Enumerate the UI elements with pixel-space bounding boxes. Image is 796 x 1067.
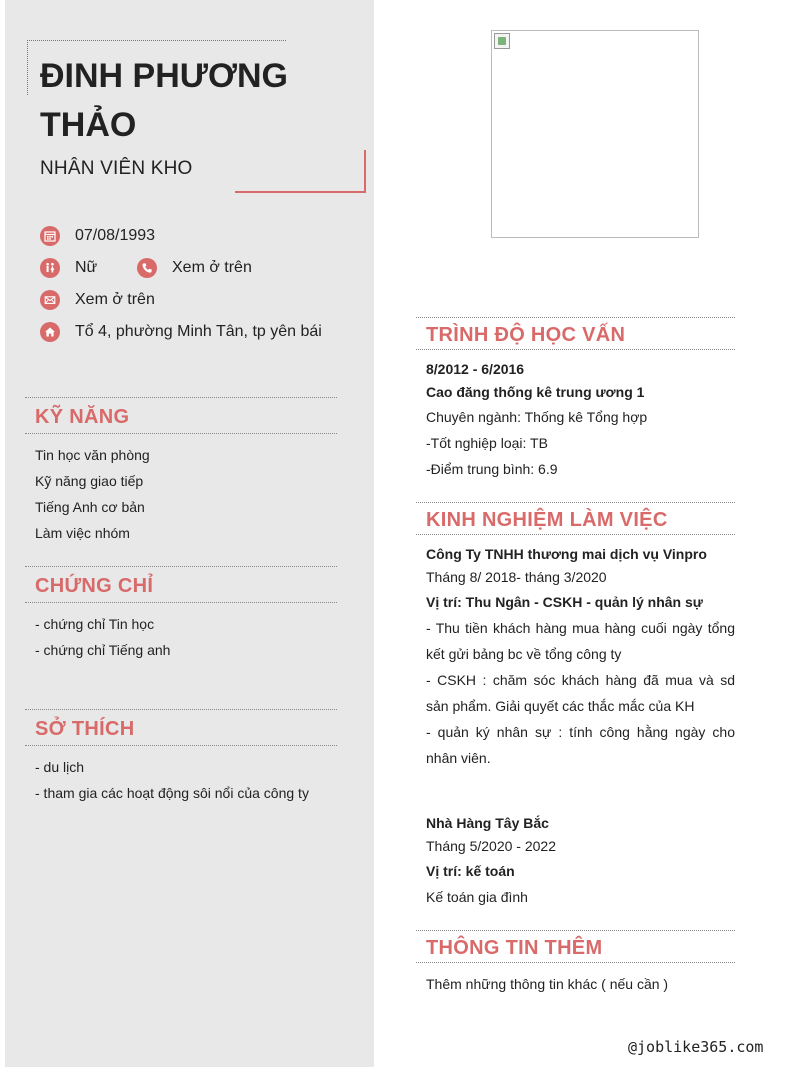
education-rule-top [416,317,735,318]
contact-gender [40,258,60,278]
job-detail: - Thu tiền khách hàng mua hàng cuối ngày tổng kết gửi bảng bc về tổng công ty [426,620,735,662]
additional-text: Thêm những thông tin khác ( nếu cần ) [426,976,669,992]
additional-rule-top [416,930,735,931]
calendar-icon [40,226,60,246]
job-company: Nhà Hàng Tây Bắc [426,815,549,831]
education-line: Chuyên ngành: Thống kê Tổng hợp [426,409,648,425]
job-period: Tháng 8/ 2018- tháng 3/2020 [426,569,607,585]
experience-rule-bottom [416,534,735,535]
contact-phone [137,258,157,278]
job-position: Vị trí: kế toán [426,863,515,879]
gender-value: Nữ [75,259,98,276]
birthday-value: 07/08/1993 [75,227,156,244]
skill-item: Tin học văn phòng [35,447,150,463]
skills-rule-bottom [25,433,337,434]
job-detail: Kế toán gia đình [426,889,528,905]
additional-rule-bottom [416,962,735,963]
job-detail: - CSKH : chăm sóc khách hàng đã mua và sd sản phẩm. Giải quyết các thắc mắc của KH [426,672,735,714]
gender-icon [40,258,60,278]
education-rule-bottom [416,349,735,350]
job-company: Công Ty TNHH thương mai dịch vụ Vinpro [426,546,707,562]
certificate-item: - chứng chỉ Tin học [35,616,155,632]
hobby-item: - du lịch [35,759,85,775]
accent-line [235,150,366,193]
job-detail: - quản ký nhân sự : tính công hằng ngày cho nhân viên. [426,724,735,766]
contact-birthday [40,226,60,246]
email-value: Xem ở trên [75,291,155,308]
contact-email [40,290,60,310]
job-position: Vị trí: Thu Ngân - CSKH - quản lý nhân sự [426,594,703,610]
footer-watermark: @joblike365.com [628,1038,764,1056]
experience-rule-top [416,502,735,503]
candidate-name: ĐINH PHƯƠNG THẢO [40,57,288,144]
additional-title: THÔNG TIN THÊM [426,937,603,959]
experience-title: KINH NGHIỆM LÀM VIỆC [426,509,668,531]
certificates-rule-top [25,566,337,567]
skills-rule-top [25,397,337,398]
profile-photo [491,30,699,238]
hobbies-rule-top [25,709,337,710]
broken-image-icon [494,33,510,49]
phone-value: Xem ở trên [172,259,252,276]
education-title: TRÌNH ĐỘ HỌC VẤN [426,324,626,346]
hobbies-rule-bottom [25,745,337,746]
job-title: NHÂN VIÊN KHO [40,158,193,179]
contact-address [40,322,60,342]
education-line: -Điểm trung bình: 6.9 [426,461,558,477]
hobbies-title: SỞ THÍCH [35,718,135,740]
home-icon [40,322,60,342]
skill-item: Làm việc nhóm [35,525,130,541]
certificates-rule-bottom [25,602,337,603]
certificates-title: CHỨNG CHỈ [35,575,154,597]
job-period: Tháng 5/2020 - 2022 [426,838,556,854]
skill-item: Tiếng Anh cơ bản [35,499,145,515]
mail-icon [40,290,60,310]
skills-title: KỸ NĂNG [35,406,130,428]
certificate-item: - chứng chỉ Tiếng anh [35,642,171,658]
address-value: Tổ 4, phường Minh Tân, tp yên bái [75,323,322,340]
hobby-item: - tham gia các hoạt động sôi nổi của công ty [35,785,309,801]
education-period: 8/2012 - 6/2016 [426,361,525,377]
education-school: Cao đăng thống kê trung ương 1 [426,384,645,400]
phone-icon [137,258,157,278]
skill-item: Kỹ năng giao tiếp [35,473,144,489]
education-line: -Tốt nghiệp loại: TB [426,435,548,451]
